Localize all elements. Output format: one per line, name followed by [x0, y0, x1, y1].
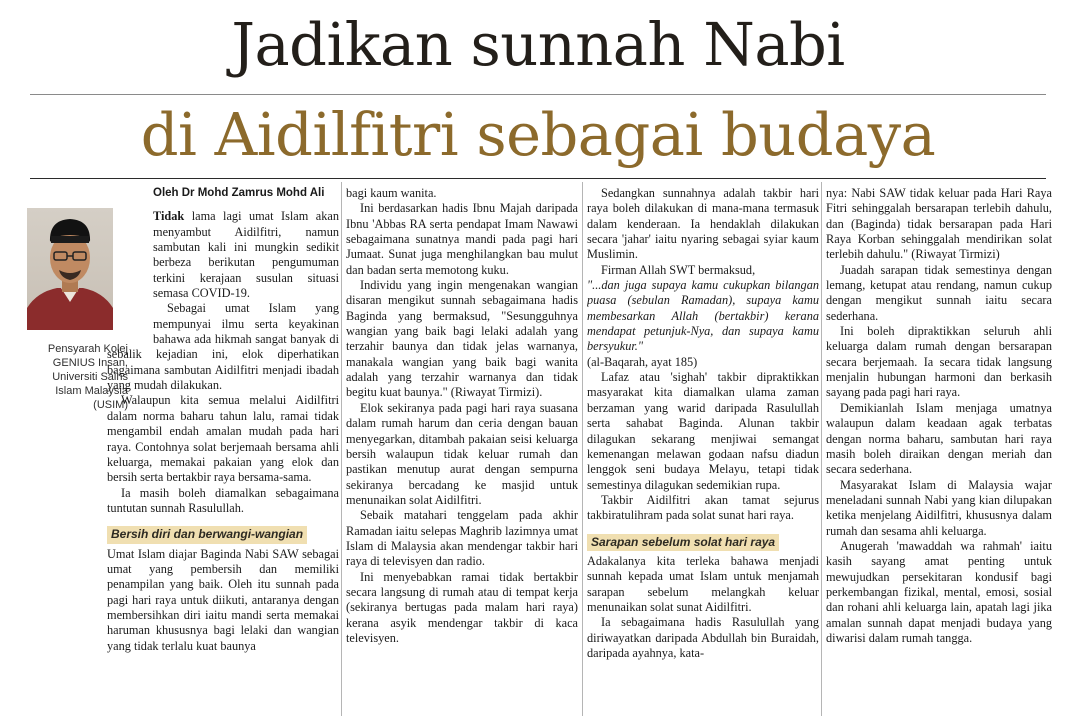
column-divider [341, 182, 342, 716]
paragraph: Demikianlah Islam menjaga umatnya walaupun dalam keadaan agak terbatas dengan norma baharu, sambutan hari raya masih boleh diraikan dengan meriah dan secara sederhana. [826, 400, 1052, 477]
article-column-3 [587, 186, 819, 714]
paragraph: Individu yang ingin mengenakan wangian disaran mengikut sunnah sebagaimana hadis Baginda yang bermaksud, "Sesungguhnya wangian yang baik bagi lelaki adalah yang terzahir baunya dan tidak jelas warnanya, manakala wangian yang baik bagi wanita adalah yang terzahir warnanya dan tidak begitu kuat baunya." (Riwayat Tirmizi). [346, 278, 578, 400]
paragraph: Sebagai umat Islam yang mempunyai ilmu serta keyakinan bahawa ada hikmah sangat banyak di sebalik kejadian ini, elok diperhatikan bagaimana sambutan Aidilfitri menjadi ibadah yang mudah dilakukan. [107, 301, 339, 393]
paragraph: Sebaik matahari tenggelam pada akhir Ramadan iaitu selepas Maghrib lazimnya umat Islam di Malaysia akan mendengar takbir hari raya di televisyen dan radio. [346, 508, 578, 569]
paragraph: Masyarakat Islam di Malaysia wajar meneladani sunnah Nabi yang kian dilupakan ketika menjelang Aidilfitri, khususnya dalam rumah dan sesama ahli keluarga. [826, 477, 1052, 538]
headline-line-2: di Aidilfitri sebagai budaya [140, 100, 936, 169]
paragraph: Anugerah 'mawaddah wa rahmah' iaitu kasih sayang amat penting untuk mewujudkan persekitaran kondusif bagi perkembangan fizikal, mental, emosi, sosial dan rohani ahli keluarga lain, apatah lagi jika amalan sunnah dapat menjadi budaya yang diwarisi dalam rumah tangga. [826, 538, 1052, 645]
paragraph: Takbir Aidilfitri akan tamat sejurus takbiratulihram pada solat sunat hari raya. [587, 492, 819, 523]
paragraph: Ini menyebabkan ramai tidak bertakbir secara langsung di rumah atau di tempat kerja (sekiranya bertugas pada malam hari raya) kerana asyik mendengar takbir di kaca televisyen. [346, 569, 578, 645]
column-divider [821, 182, 822, 716]
paragraph: Ia masih boleh diamalkan sebagaimana tuntutan sunnah Rasulullah. [107, 485, 339, 515]
article-column-2 [346, 186, 578, 714]
article-column-1 [107, 186, 339, 714]
paragraph: Ini berdasarkan hadis Ibnu Majah daripada Ibnu 'Abbas RA serta pendapat Imam Nawawi sebagaimana sunatnya mandi pada pagi hari Jumaat. Sunat juga menghilangkan bau mulut dan badan serta memotong kuku. [346, 201, 578, 277]
author-portrait-icon [27, 208, 113, 330]
paragraph: Lafaz atau 'sighah' takbir dipraktikkan masyarakat kita diamalkan ulama zaman berzaman yang warid daripada Rasulullah serta sahabat Baginda. Alunan takbir dilagukan sekarang menjiwai semangat kemenangan melawan godaan nafsu diadun lenggok seni budaya Melayu, tetapi tidak semestinya dilagukan sedemikian rupa. [587, 370, 819, 492]
caption-line: (USIM) [93, 399, 128, 411]
lead-word: Tidak [153, 209, 185, 224]
caption-line: Universiti Sains [52, 371, 128, 383]
quran-quote: "...dan juga supaya kamu cukupkan bilangan puasa (sebulan Ramadan), supaya kamu membesarkan Allah (bertakbir) kerana mendapat petunjuk-Nya, dan supaya kamu bersyukur." [587, 278, 819, 354]
byline: Oleh Dr Mohd Zamrus Mohd Ali [153, 187, 325, 199]
paragraph: Elok sekiranya pada pagi hari raya suasana dalam rumah harum dan ceria dengan bauan menyegarkan, ditambah pakaian seisi keluarga bersih walaupun tidak keluar rumah dan pastikan menutup aurat dengan sempurna sekiranya bercadang ke masjid untuk menunaikan solat Aidilfitri. [346, 400, 578, 507]
caption-line: GENIUS Insan, [52, 357, 128, 369]
paragraph: Umat Islam diajar Baginda Nabi SAW sebagai umat yang pembersih dan memiliki penampilan yang baik. Oleh itu sunnah pada pagi hari raya untuk diikuti, antaranya dengan membersihkan diri iaitu mandi serta memakai haruman khususnya bagi lelaki dan wangian yang tidak terlalu kuat baunya [107, 546, 339, 653]
column-divider [582, 182, 583, 716]
caption-line: Islam Malaysia [55, 385, 128, 397]
headline-line-1: Jadikan sunnah Nabi [231, 10, 845, 79]
paragraph: Walaupun kita semua melalui Aidilfitri dalam norma baharu tahun lalu, ramai tidak mengambil endah amalan mudah pada hari raya. Contohnya solat berjemaah bersama ahli keluarga, memakai pakaian yang elok dan bersih serta bertakbir raya bersama-sama. [107, 393, 339, 485]
paragraph: Juadah sarapan tidak semestinya dengan lemang, ketupat atau rendang, namun cukup dengan mengikut sunnah iaitu secara sederhana. [826, 262, 1052, 323]
paragraph: Sedangkan sunnahnya adalah takbir hari raya boleh dilakukan di mana-mana termasuk dalam kenderaan. Ia hendaklah dilakukan secara 'jahar' iaitu nyaring sebagai syiar kaum Muslimin. [587, 186, 819, 262]
section-subhead: Bersih diri dan berwangi-wangian [107, 526, 307, 543]
article-column-4 [826, 186, 1052, 714]
author-photo [27, 208, 113, 330]
caption-line: Pensyarah Kolej [47, 343, 128, 355]
lead-paragraph: Tidak lama lagi umat Islam akan menyambut Aidilfitri, namun sambutan kali ini mungkin sedikit berbeza berikutan pengumuman terkini kerajaan susulan situasi semasa COVID-19. [153, 209, 339, 301]
paragraph: Ini boleh dipraktikkan seluruh ahli keluarga dalam rumah dengan bersarapan secara berjemaah. Ia secara tidak langsung menjalin hubungan harmoni dan berkasih sayang pada pagi hari raya. [826, 324, 1052, 400]
paragraph: nya: Nabi SAW tidak keluar pada Hari Raya Fitri sehinggalah bersarapan terlebih dahulu, dan (Baginda) tidak bersarapan pada Hari Raya Korban sehinggalah mendirikan solat terlebih dahulu." (Riwayat Tirmizi) [826, 186, 1052, 262]
paragraph: bagi kaum wanita. [346, 186, 437, 200]
quote-source: (al-Baqarah, ayat 185) [587, 354, 698, 369]
section-subhead: Sarapan sebelum solat hari raya [587, 534, 779, 551]
header-rule [30, 178, 1046, 179]
quote-intro: Firman Allah SWT bermaksud, [601, 262, 756, 277]
paragraph: Adakalanya kita terleka bahawa menjadi sunnah kepada umat Islam untuk menjamah sarapan sebelum melangkah keluar menunaikan solat sunat Aidilfitri. [587, 553, 819, 614]
paragraph: Ia sebagaimana hadis Rasulullah yang diriwayatkan daripada Abdullah bin Buraidah, daripada ayahnya, kata- [587, 615, 819, 660]
headline-divider [30, 94, 1046, 95]
